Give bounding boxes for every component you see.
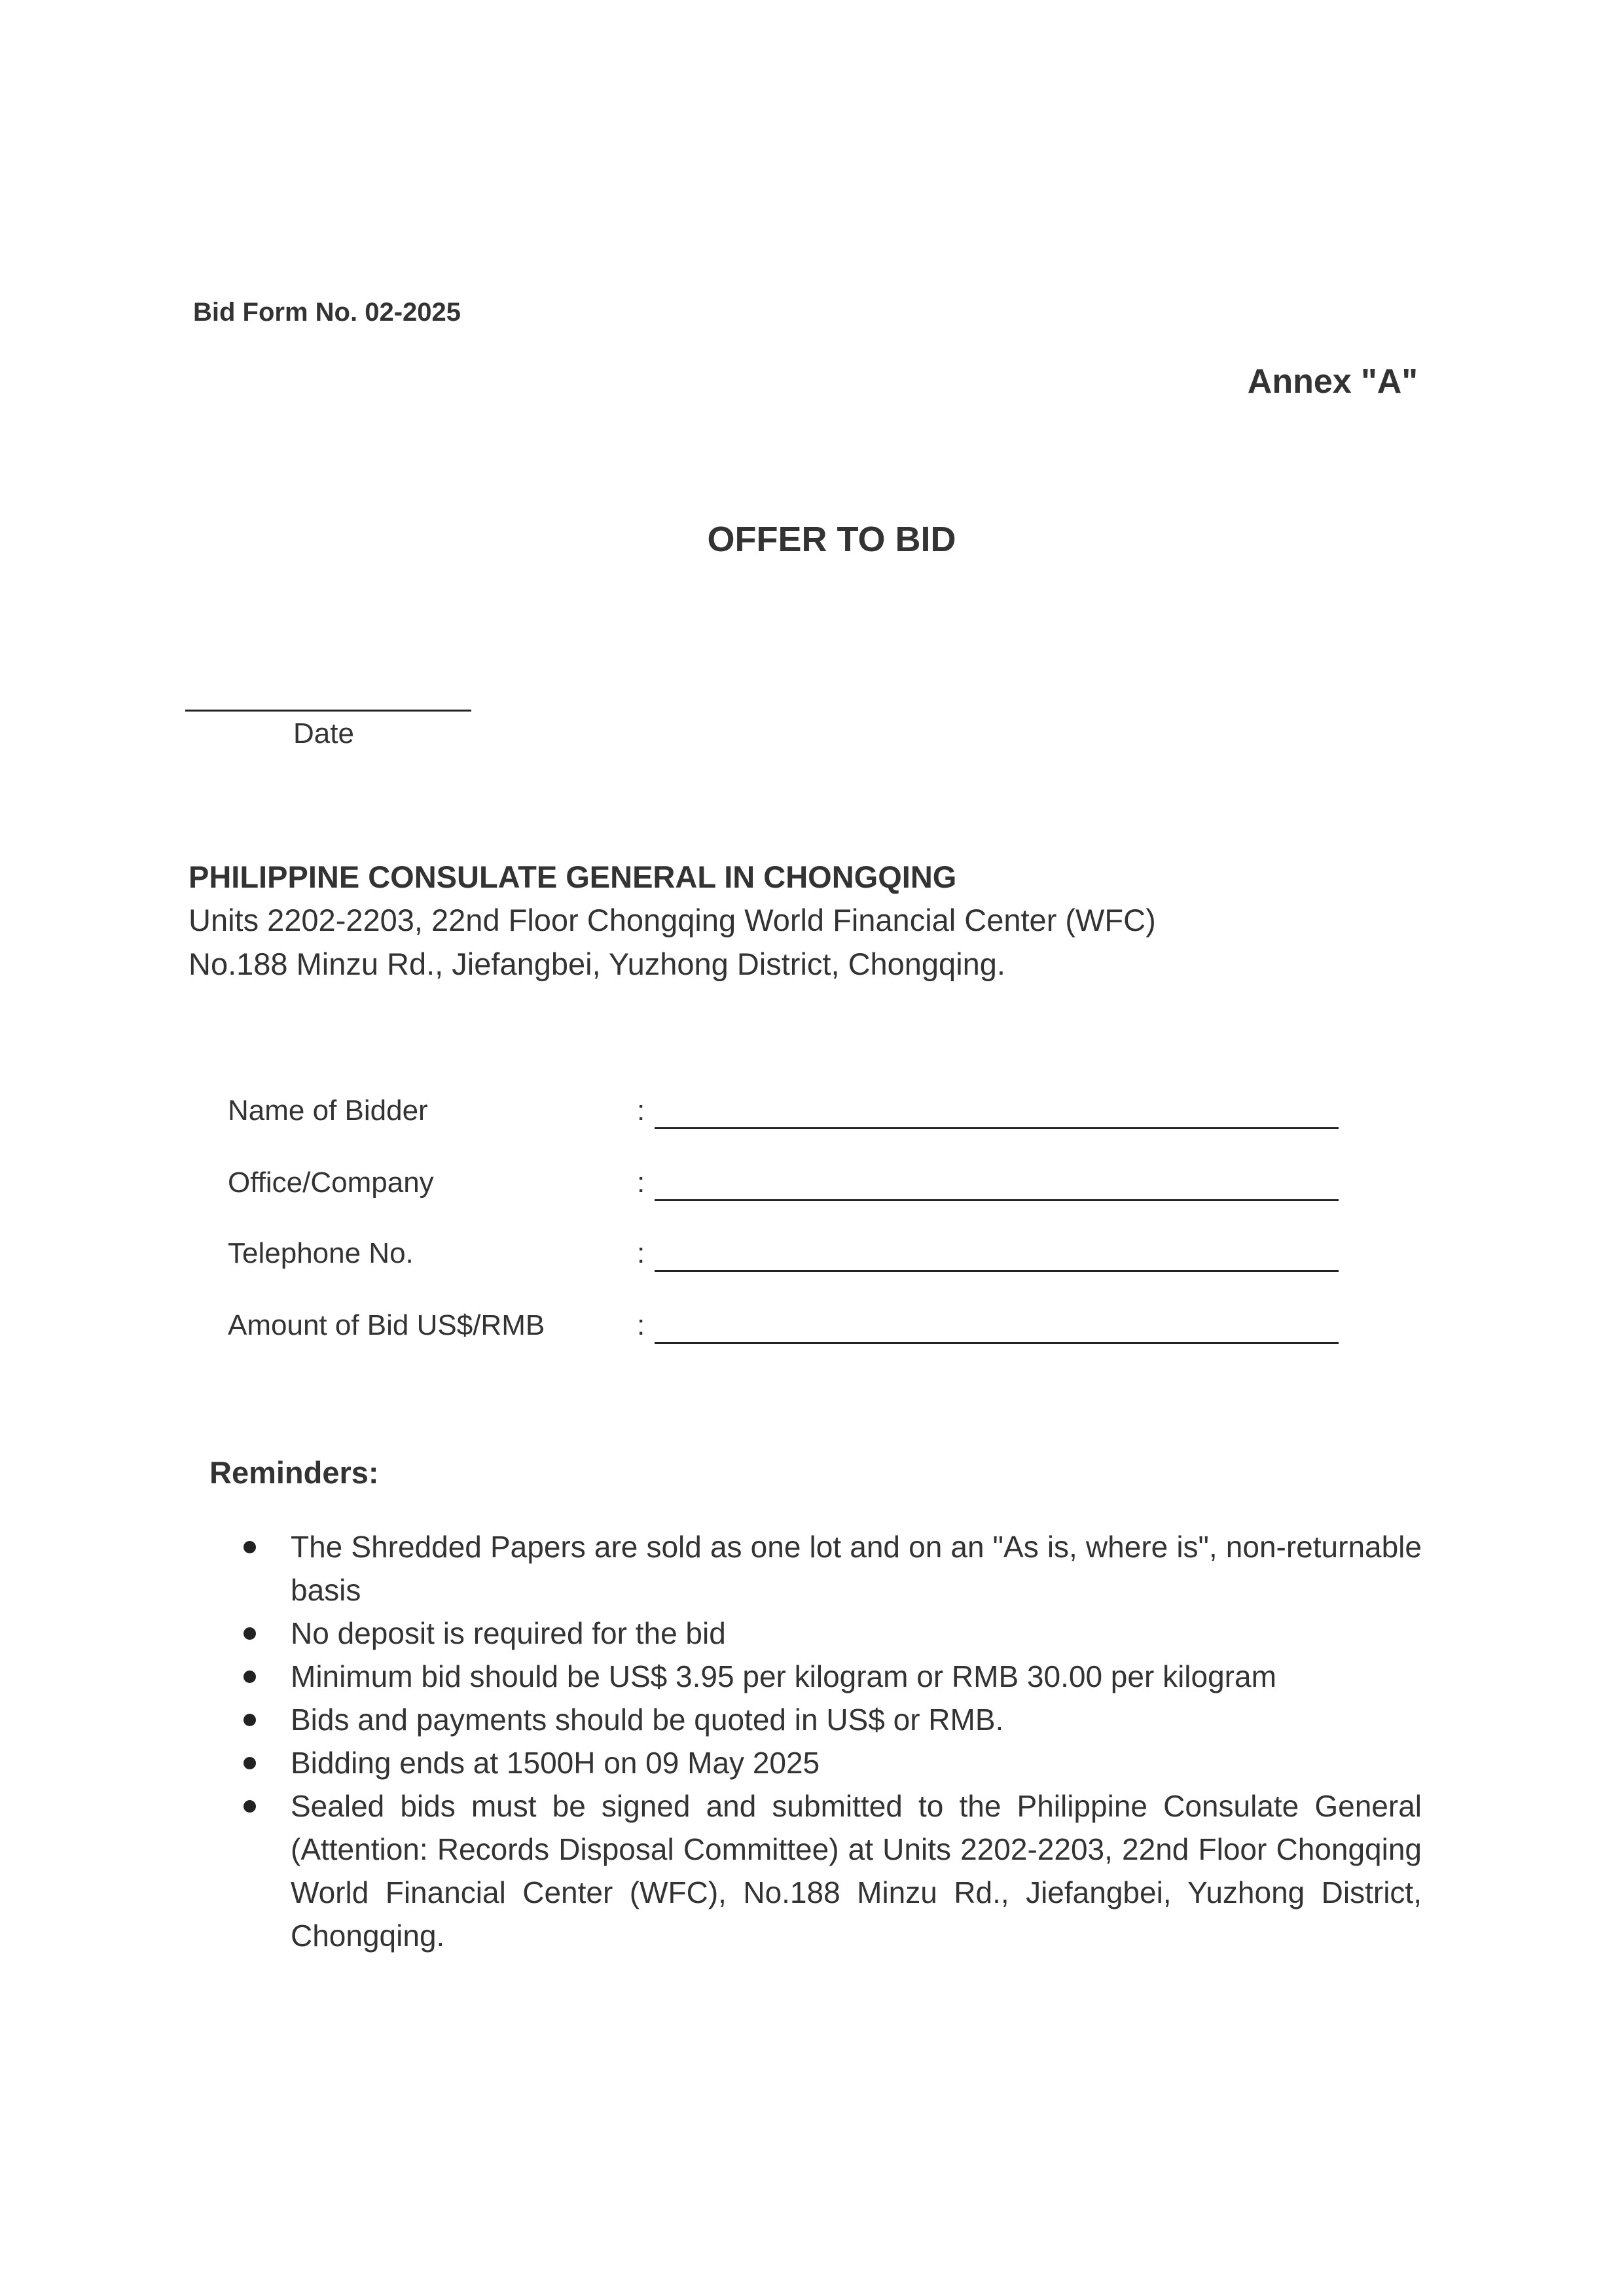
addressee-address-line-1: Units 2202-2203, 22nd Floor Chongqing World Financial Center (WFC): [189, 903, 1156, 937]
date-label: Date: [293, 717, 354, 750]
reminder-item: [244, 1741, 1422, 1784]
bullet-icon: [244, 1627, 256, 1640]
annex-label: Annex "A": [1247, 363, 1418, 401]
bullet-icon: [244, 1714, 256, 1726]
office-company-field[interactable]: [655, 1199, 1339, 1201]
field-label: Telephone No.: [228, 1237, 414, 1269]
reminders-list: [244, 1525, 1422, 1957]
reminder-item: [244, 1525, 1422, 1612]
field-label: Office/Company: [228, 1166, 434, 1199]
field-row-office-company: [228, 1166, 1341, 1206]
document-title: OFFER TO BID: [707, 520, 956, 559]
bullet-icon: [244, 1541, 256, 1553]
reminder-text: Minimum bid should be US$ 3.95 per kilogram or RMB 30.00 per kilogram: [291, 1659, 1276, 1693]
field-row-amount-of-bid: [228, 1309, 1341, 1348]
name-of-bidder-field[interactable]: [655, 1127, 1339, 1129]
addressee-name: PHILIPPINE CONSULATE GENERAL IN CHONGQING: [189, 859, 957, 894]
field-row-name-of-bidder: [228, 1094, 1341, 1134]
reminder-text: The Shredded Papers are sold as one lot and on an "As is, where is", non-returnable basis: [291, 1530, 1422, 1607]
addressee-address-line-2: No.188 Minzu Rd., Jiefangbei, Yuzhong District, Chongqing.: [189, 947, 1005, 981]
reminders-heading: Reminders:: [209, 1455, 379, 1490]
date-line[interactable]: [185, 710, 471, 712]
telephone-field[interactable]: [655, 1270, 1339, 1272]
bullet-icon: [244, 1800, 256, 1813]
field-colon: :: [637, 1309, 645, 1341]
bullet-icon: [244, 1671, 256, 1683]
reminder-text: Bids and payments should be quoted in US$ or RMB.: [291, 1703, 1004, 1737]
field-label: Name of Bidder: [228, 1094, 428, 1127]
field-colon: :: [637, 1237, 645, 1269]
field-colon: :: [637, 1166, 645, 1199]
reminder-item: [244, 1698, 1422, 1741]
bullet-icon: [244, 1757, 256, 1769]
field-label: Amount of Bid US$/RMB: [228, 1309, 545, 1341]
field-colon: :: [637, 1094, 645, 1127]
amount-of-bid-field[interactable]: [655, 1342, 1339, 1344]
field-row-telephone: [228, 1237, 1341, 1276]
reminder-item: [244, 1655, 1422, 1698]
reminder-text: Bidding ends at 1500H on 09 May 2025: [291, 1746, 820, 1780]
reminder-text: No deposit is required for the bid: [291, 1616, 726, 1650]
form-number: Bid Form No. 02-2025: [193, 298, 461, 327]
reminder-item: [244, 1612, 1422, 1655]
reminder-text: Sealed bids must be signed and submitted to the Philippine Consulate General (Attention: Records Disposal Committee) at Units 2202-2203, 22nd Floor Chongqing World Financial Center (WFC), No.188 Minzu Rd., Jiefangbei, Yuzhong District, Chongqing.: [291, 1789, 1422, 1953]
reminder-item: [244, 1784, 1422, 1957]
